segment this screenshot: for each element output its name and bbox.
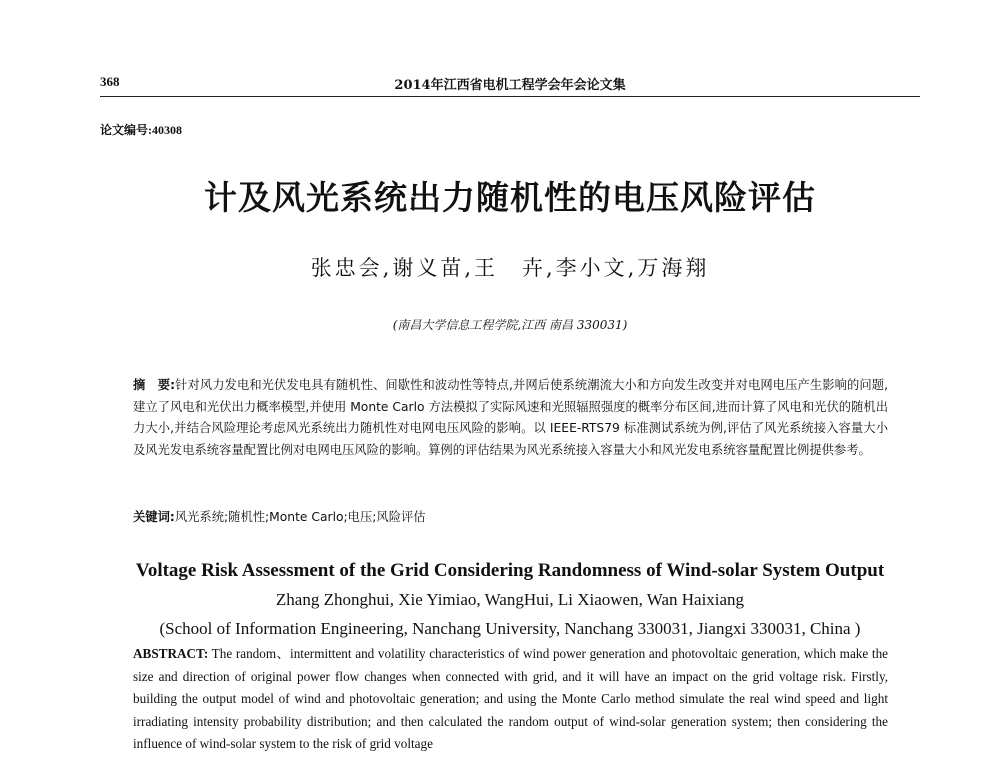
keywords-cn-label: 关键词: [133,510,175,524]
abstract-cn-label: 摘 要: [133,378,176,392]
keywords-cn [133,507,888,525]
abstract-en-text: The random、intermittent and volatility characteristics of wind power generation and photovoltaic generation, which make the size and direction of original power flow changes when connected with grid, and it will have an impact on the grid voltage risk. Firstly, building the output model of wind and photovoltaic generation; and using the Monte Carlo method simulate the real wind speed and light irradiating intensity probability distribution; and then calculated the random output of wind-solar generation system; then considering the influence of wind-solar system to the risk of grid voltage [133,646,889,751]
authors-en: Zhang Zhonghui, Xie Yimiao, WangHui, Li Xiaowen, Wan Haixiang [275,590,745,609]
abstract-en-label: ABSTRACT: [133,646,209,661]
paper-id-value: 40308 [152,123,182,137]
authors-cn: 张忠会,谢义苗,王 卉,李小文,万海翔 [310,256,710,280]
keywords-cn-text: 风光系统;随机性;Monte Carlo;电压;风险评估 [174,510,426,524]
paper-id-label: 论文编号: [100,123,152,137]
journal-title: 2014年江西省电机工程学会年会论文集 [394,78,626,93]
paper-title-cn: 计及风光系统出力随机性的电压风险评估 [204,178,816,217]
abstract-en [133,643,888,756]
paper-title-en: Voltage Risk Assessment of the Grid Considering Randomness of Wind-solar System Output [135,560,885,581]
abstract-cn-text: 针对风力发电和光伏发电具有随机性、间歇性和波动性等特点,并网后使系统潮流大小和方向发生改变并对电网电压产生影响的问题,建立了风电和光伏出力概率模型,并使用 Monte Carlo 方法模拟了实际风速和光照辐照强度的概率分布区间,进而计算了风电和光伏的随机出力大小,并结合风险理论考虑风光系统出力随机性对电网电压风险的影响。以 IEEE-RTS79 标准测试系统为例,评估了风光系统接入容量大小及风光发电系统容量配置比例对电网电压风险的影响。算例的评估结果为风光系统接入容量大小和风光发电系统容量配置比例提供参考。 [133,378,888,457]
page-number: 368 [100,74,120,89]
abstract-cn [133,375,888,461]
running-header [100,74,920,97]
paper-id [100,121,182,138]
affiliation-en: (School of Information Engineering, Nanchang University, Nanchang 330031, Jiangxi 330031, China ) [159,619,861,638]
affiliation-cn: (南昌大学信息工程学院,江西 南昌 330031) [392,318,628,332]
